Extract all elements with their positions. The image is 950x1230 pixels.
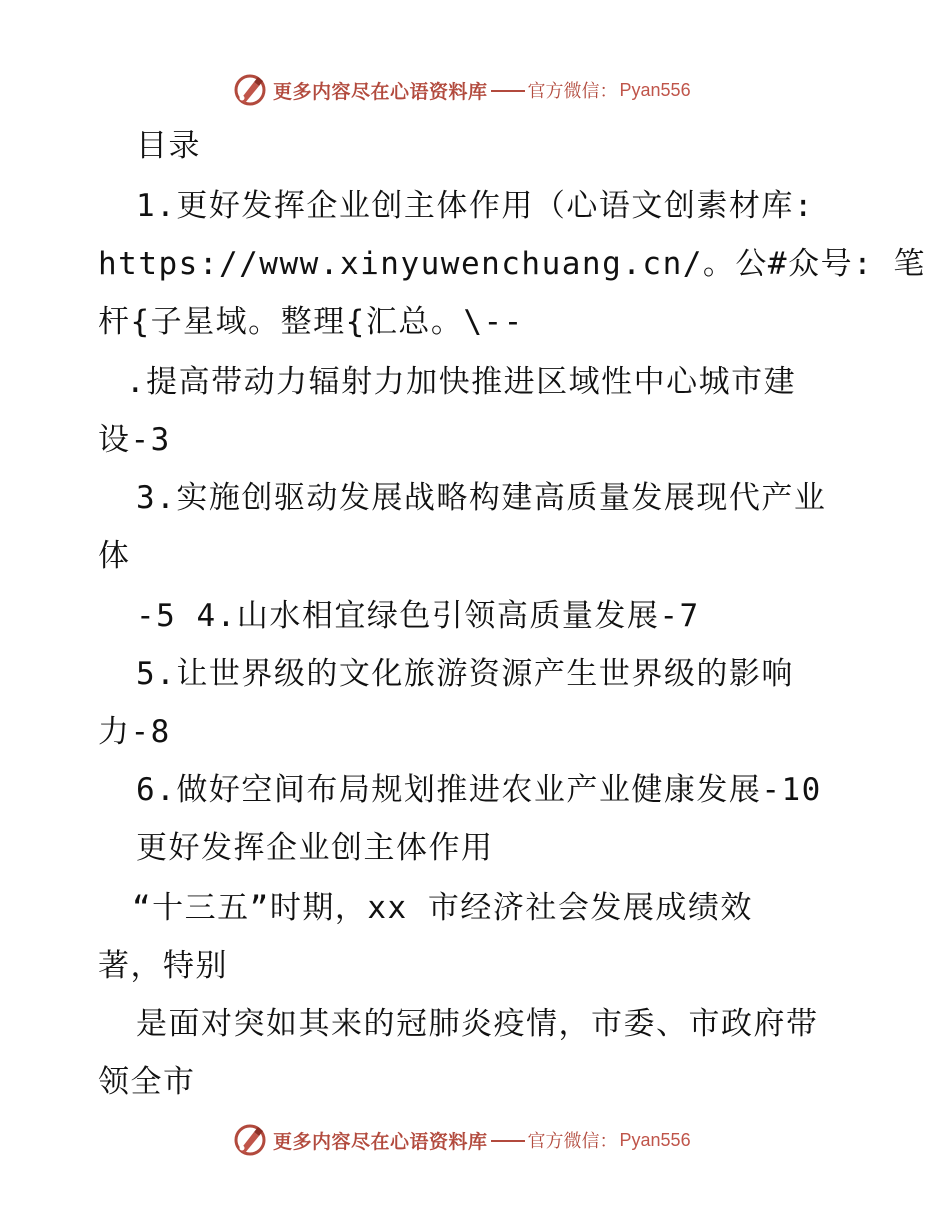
watermark-banner-top: [233, 70, 753, 110]
toc-item-2: .提高带动力辐射力加快推进区域性中心城市建: [126, 364, 797, 400]
wechat-label: 官方微信：: [527, 81, 618, 102]
body-paragraph-line: “十三五”时期，xx 市经济社会发展成绩效: [132, 890, 753, 926]
watermark-text: 更多内容尽在心语资料库: [273, 80, 488, 103]
toc-item-3-cont: 体: [98, 538, 131, 574]
toc-item-1: 1.更好发挥企业创主体作用（心语文创素材库:: [136, 188, 814, 224]
toc-item-2-cont: 设-3: [98, 422, 171, 458]
body-paragraph-line: 著，特别: [98, 948, 228, 984]
body-paragraph-line: 领全市: [98, 1064, 196, 1100]
toc-item-1-cont: 杆{子星域。整理{汇总。\--: [98, 304, 524, 340]
watermark-dash: [491, 1140, 525, 1142]
toc-item-6: 6.做好空间布局规划推进农业产业健康发展-10: [136, 772, 822, 808]
toc-item-1-url-line: https://www.xinyuwenchuang.cn/。公#众号: 笔: [98, 246, 926, 282]
watermark-text: 更多内容尽在心语资料库: [273, 1130, 488, 1153]
pen-logo-icon: [233, 73, 267, 107]
toc-item-3: 3.实施创驱动发展战略构建高质量发展现代产业: [136, 480, 827, 516]
body-paragraph-line: 是面对突如其来的冠肺炎疫情，市委、市政府带: [136, 1006, 819, 1042]
watermark-banner-bottom: [233, 1120, 753, 1160]
section-heading: 更好发挥企业创主体作用: [136, 830, 494, 866]
wechat-label: 官方微信：: [527, 1131, 618, 1152]
toc-item-5: 5.让世界级的文化旅游资源产生世界级的影响: [136, 656, 794, 692]
toc-item-5-cont: 力-8: [98, 714, 171, 750]
pen-logo-icon: [233, 1123, 267, 1157]
watermark-dash: [491, 90, 525, 92]
wechat-id: Pyan556: [619, 79, 691, 100]
toc-item-4: -5 4.山水相宜绿色引领高质量发展-7: [136, 598, 700, 634]
toc-title: 目录: [136, 128, 201, 164]
wechat-id: Pyan556: [619, 1129, 691, 1150]
